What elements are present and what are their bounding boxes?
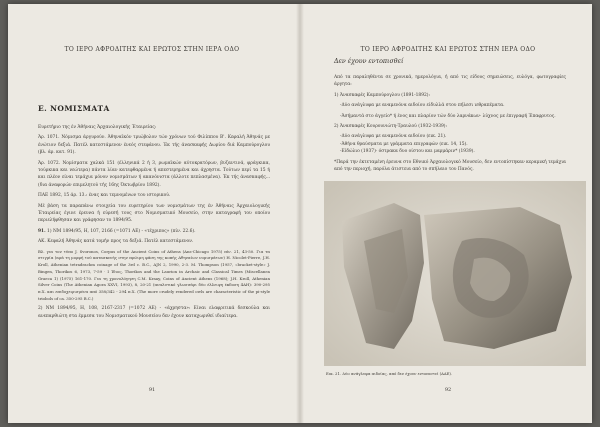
paragraph: Ευρετήριο της έν Άθήναις Άρχαιολογικής Έταιρείας: [38, 125, 157, 130]
relief-photograph [324, 181, 586, 366]
list-b-title: 2) Άνασκαφές Κουρουνιώτη-Τραυλού (1932-1939): [334, 124, 447, 130]
entry-number: 91. [38, 228, 46, 234]
subsection-title: Δεν έχουν εντοπισθεί [334, 58, 404, 65]
left-body-text [38, 124, 270, 323]
catalog-entry-91 [38, 228, 270, 235]
list-item: -Είδώλιο (1937)· όστρακα δυο οίστου και μαρμάριν* (1939). [340, 149, 475, 155]
list-item: -Δύο ανάγλυφα με αναμενόνα αιδοίου (εικ. 21). [340, 134, 447, 140]
running-head-right: ΤΟ ΙΕΡΟ ΑΦΡΟΔΙΤΗΣ ΚΑΙ ΕΡΩΤΟΣ ΣΤΗΝ ΙΕΡΑ ΟΔΟ [360, 46, 536, 53]
paragraph: Άρ. 1071. Νόμισμα άργυρούν. Άθηναϊκόν τριώβολον τών χρόνων τού Φιλίππου Β'. Κεφαλή Άθηνάς με ένώτιον δεξιά. Πατέλ κατεστάμενον ένεός στεφάνου. Έκ τής άνασκαφής Δωρίου διά Καμπούρογλου (βλ. άρ. κατ. 91). [38, 135, 270, 156]
page-number-right: 92 [444, 387, 452, 393]
intro-paragraph: Από τα παραληθέντα σε χρονικά, ημερολόγια, ή από τις είδους σημειώσεις, ευλόγα, φωτογραφίες άργητα: [334, 75, 566, 88]
entry-2: 2) NM 1894/95, Η, 108, 2167-2317 (=1072 ΑΕ) - «άχρηστα»: Είναι ελαφριτικά δεσκούλα και ανεπαρθιώτη στα έμμεσα του Νομισματικού Μουσείου δεν έχουν καταχωριθεί ιδιαίτερα. [38, 306, 270, 319]
page-number-left: 91 [148, 387, 156, 393]
right-body-text [334, 74, 566, 176]
entry-text: 1) NM 1894/95, Η, 107, 2166 (=1071 ΑΕ) - «τέχριπος» (πίν. 22.6). [47, 228, 196, 234]
right-page [304, 4, 592, 423]
list-a-title: 1) Άνασκαφές Καμπούρογλου (1891-1892): [334, 92, 430, 98]
figure-caption: Εικ. 21. Δύο ανάγλυφα αιδοίας, από δεν έχουν εντοπιστεί (ΑΑΕ). [326, 371, 453, 376]
paragraph: Μέ βάση τα παραπάνω στοιχεία του ευρετηρίου των νομισμάτων της έν Άθήναις Άρχαιολογικής Έταιρείας έγινε έρευνα ή εύρεσή τους στο Νομισματικό Μουσείο, στην καταγραφή του οποίου περιελήφθησαν και γράφησαν το 1894/95. [38, 203, 270, 224]
left-page [8, 4, 296, 423]
footnote: *Παρά την έκτεταμένη έρευνα στο Εθνικό Άρχαιολογικό Μουσείο, δεν εντοπίστηκαν κεραμική τεμάχια από την περιοχή, παρόλα άτιστεια από το σπήλαιο του Πανός. [334, 159, 566, 173]
book-spread [8, 4, 592, 423]
paragraph: ΠΑΕ 1892, 15 άρ. 13.: ένας και τεμνομένων του ιστορικού. [38, 193, 171, 199]
list-item: -Δύο ανάγλυφα με αναμενόνα αιδοίου είδυλλά στου πήλεσι ιεθραπέματα. [340, 103, 505, 109]
section-title: Ε. ΝΟΜΙΣΜΑΤΑ [38, 104, 110, 113]
paragraph: Άρ. 1072. Νομίσματα χαλκά 151 (έλληνικά 2 ή 3, ρωμαϊκών αύτοκρατόρων, βυζαντινά, φράγκικα, τούρκικα και νεώτερα) πάντα λίαν κατεφθαρμένα ή απεστερημένα και άχρηστα. Τούτων περί τα 15 ή και πλέον είναι τεμάχια μόνον νομισμάτων ή ακανόνιστα (άλλοτε πεπλασμένα). Έκ τής άνασκαφής... (δια άναφορών επιμελητού τής 16ης Όκτωβρίου 1892). [38, 160, 270, 188]
book-gutter [296, 4, 304, 423]
entry-detail: ΑΚ. Κεφαλή Άθηνάς κατά τομήν προς τα δεξιά. Πατέλ κατεστάμενον. [38, 239, 194, 245]
running-head-left: ΤΟ ΙΕΡΟ ΑΦΡΟΔΙΤΗΣ ΚΑΙ ΕΡΩΤΟΣ ΣΤΗΝ ΙΕΡΑ ΟΔΟ [64, 46, 240, 53]
references: Βλ. για τον τύπο J. Svoronos, Corpus of the Ancient Coins of Athens (Ans-Chicago 1975) πίν. 21, 43-50. Για τα στιγμία (αρά τη μορφή τού κατασκευής στην πρώιμη φάση της κοπής Αθηναίων νομισμάτων) H. Nicolet-Pierre, J.H. Kroll, Athenian tetradrachm coinage of the 3rd c. B.C., AJN 2, 1990, 2-3. M. Thompson (1957, «bracket-style» J. Bingen, Thorikos 6, 1973, 7-59 · Ι Ίδιος, Thorikos and the Laurion in Archaic and Classical Times (Miscellanea Graeca 1) (1975) 161-170. Για τη χρονολόγηση C.M. Kraay, Coins of Ancient Athens (1968); J.H. Kroll, Athenian Silver Coins (The Athenian Agora XXVI, 1993), 8, 20-21 (αναλυτικό γλωσσάρι δύο έλλειψη έκδοση 4ΑΗ): 390-295 π.Χ. και επιδοχειρισμένα από 358/342 - 294 π.Χ. (The more crudely rendered owls are characteristic of the pi-style triobols of ca. 350-295 B.C.) [38, 248, 270, 301]
list-item: -Άσήμαντά στο άγγείο* ή ένος και πλαρίον τών δύο λαρνάκων· λύχνος με έπιγραφή Έπαφρυτος. [340, 113, 556, 119]
list-item: -Άθήνα θραύσματα με γράμματα επιγραφών (εικ. 14, 15). [340, 141, 468, 147]
relief-fragments-image [324, 181, 586, 366]
